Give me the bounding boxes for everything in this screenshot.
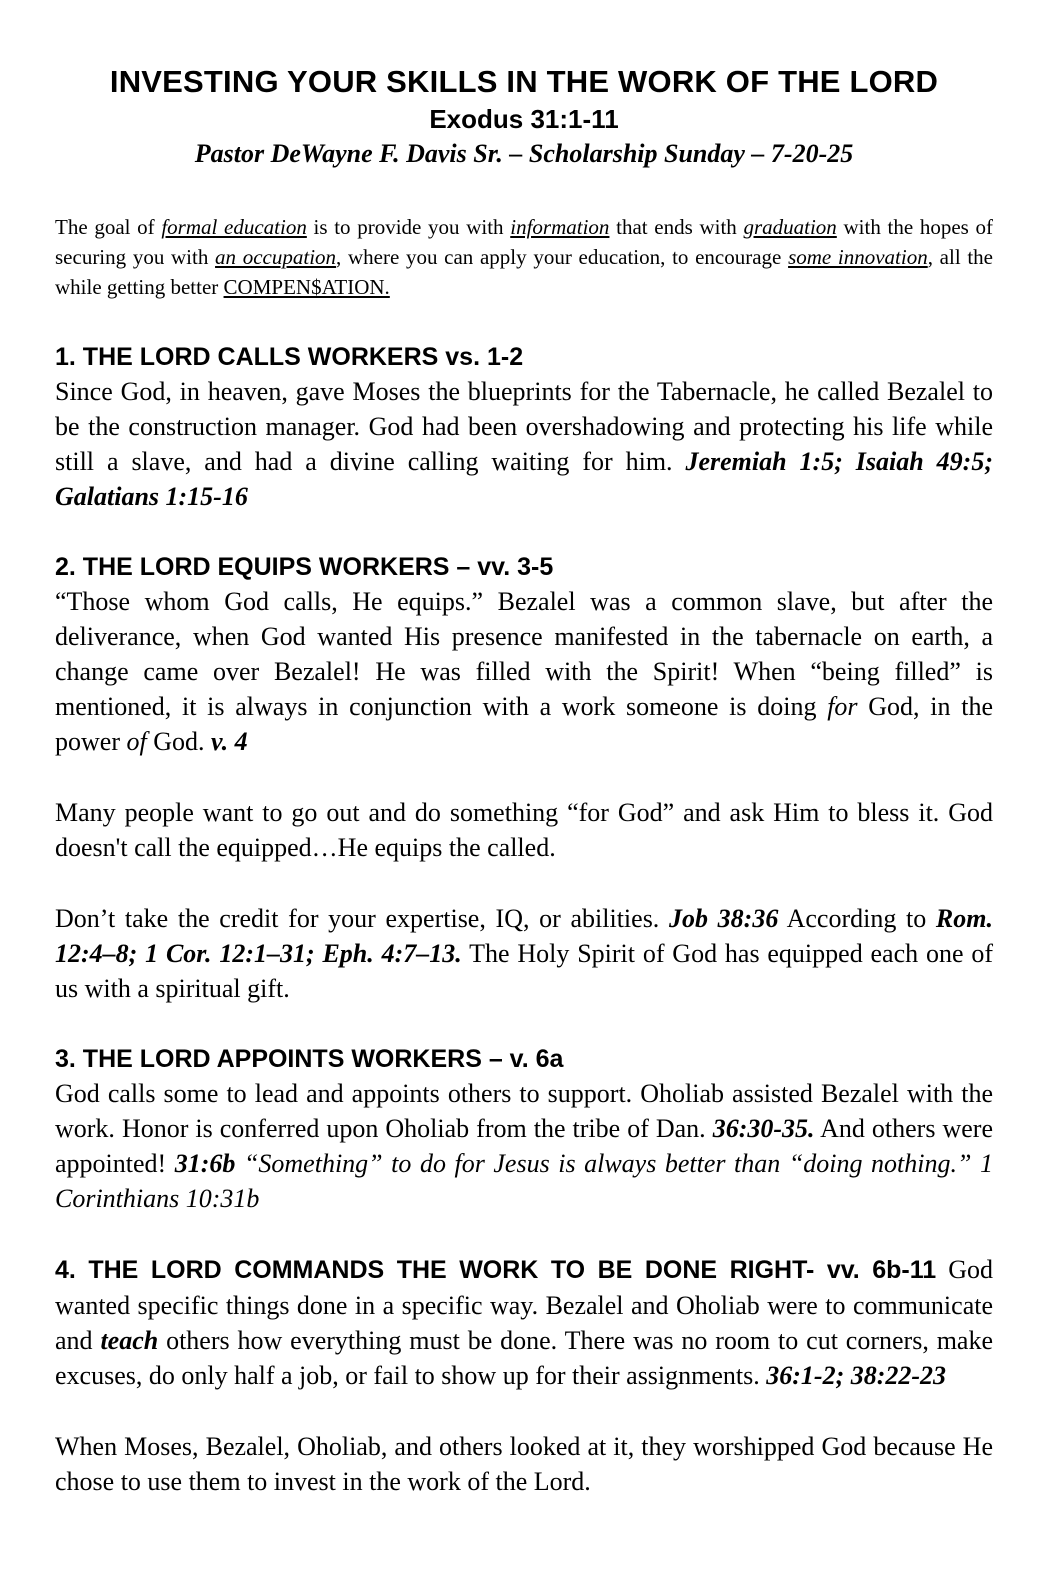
section-4-heading: 4. THE LORD COMMANDS THE WORK TO BE DONE RIGHT- vv. 6b-11 — [55, 1256, 937, 1284]
intro-text: that ends with — [609, 215, 744, 239]
intro-emphasis: some innovation — [788, 245, 928, 269]
emphasis-text: of — [126, 727, 147, 756]
body-text: God, in the power — [55, 692, 993, 756]
intro-emphasis: graduation — [743, 215, 837, 239]
body-text: God. — [146, 727, 211, 756]
intro-text: The goal of — [55, 215, 162, 239]
section-2-paragraph-2: Many people want to go out and do something “for God” and ask Him to bless it. God doesn't call the equipped…He equips the called. — [55, 798, 993, 862]
scripture-refs: Rom. 12:4–8; 1 Cor. 12:1–31; Eph. 4:7–13. — [55, 904, 993, 968]
intro-text: , all the while getting better — [55, 245, 994, 299]
scripture-refs: 36:30-35. — [712, 1114, 815, 1143]
body-text: “Those whom God calls, He equips.” Bezalel was a common slave, but after the deliverance, when God wanted His presence manifested in the tabernacle on earth, a change came over Bezalel! He was filled with the Spirit! When “being filled” is mentioned, it is always in conjunction with a work someone is doing — [55, 587, 993, 721]
section-4-paragraph-1 — [55, 1252, 993, 1393]
intro-text: with the hopes of securing you with — [55, 215, 994, 269]
intro-text: , where you can apply your education, to encourage — [336, 245, 789, 269]
emphasis-text: for — [827, 692, 858, 721]
intro-emphasis: COMPEN$ATION. — [223, 275, 390, 299]
scripture-refs: Job 38:36 — [669, 904, 779, 933]
intro-emphasis: an occupation — [215, 245, 337, 269]
emphasis-text: teach — [100, 1326, 159, 1355]
section-3-heading: 3. THE LORD APPOINTS WORKERS – v. 6a — [55, 1045, 564, 1073]
body-text: The Holy Spirit of God has equipped each one of us with a spiritual gift. — [55, 939, 993, 1003]
body-text: And others were appointed! — [55, 1114, 993, 1178]
intro-emphasis: information — [510, 215, 610, 239]
sermon-outline-page — [55, 62, 993, 1499]
section-2-paragraph-3 — [55, 901, 993, 1006]
section-3-paragraph — [55, 1076, 993, 1216]
body-text: God calls some to lead and appoints others to support. Oholiab assisted Bezalel with the work. Honor is conferred upon Oholiab from the tribe of Dan. — [55, 1079, 993, 1143]
section-2-heading: 2. THE LORD EQUIPS WORKERS – vv. 3-5 — [55, 553, 554, 581]
intro-emphasis: formal education — [161, 215, 307, 239]
emphasis-text: “Something” to do for Jesus is always better than “doing nothing.” 1 Corinthians 10:31b — [55, 1149, 994, 1213]
body-text: Don’t take the credit for your expertise, IQ, or abilities. — [55, 904, 669, 933]
body-text: God wanted specific things done in a specific way. Bezalel and Oholiab were to communicate and — [55, 1255, 993, 1355]
body-text: According to — [778, 904, 936, 933]
intro-paragraph — [55, 212, 993, 302]
body-text: Since God, in heaven, gave Moses the blueprints for the Tabernacle, he called Bezalel to be the construction manager. God had been overshadowing and protecting his life while still a slave, and had a divine calling waiting for him. — [55, 377, 993, 476]
byline: Pastor DeWayne F. Davis Sr. – Scholarship Sunday – 7-20-25 — [194, 139, 854, 168]
page-title: INVESTING YOUR SKILLS IN THE WORK OF THE LORD — [109, 64, 939, 99]
scripture-refs: v. 4 — [211, 727, 248, 756]
scripture-refs: 31:6b — [174, 1149, 236, 1178]
section-4-paragraph-2: When Moses, Bezalel, Oholiab, and others looked at it, they worshipped God because He chose to use them to invest in the work of the Lord. — [55, 1432, 993, 1496]
scripture-reference: Exodus 31:1-11 — [429, 104, 619, 134]
section-2-paragraph-1 — [55, 584, 993, 759]
intro-text: is to provide you with — [306, 215, 511, 239]
body-text: others how everything must be done. There was no room to cut corners, make excuses, do only half a job, or fail to show up for their assignments. — [55, 1326, 994, 1390]
scripture-refs: Jeremiah 1:5; Isaiah 49:5; Galatians 1:15-16 — [55, 447, 993, 511]
section-1-heading: 1. THE LORD CALLS WORKERS vs. 1-2 — [55, 343, 524, 371]
section-1-paragraph — [55, 374, 993, 514]
scripture-refs: 36:1-2; 38:22-23 — [766, 1361, 947, 1390]
